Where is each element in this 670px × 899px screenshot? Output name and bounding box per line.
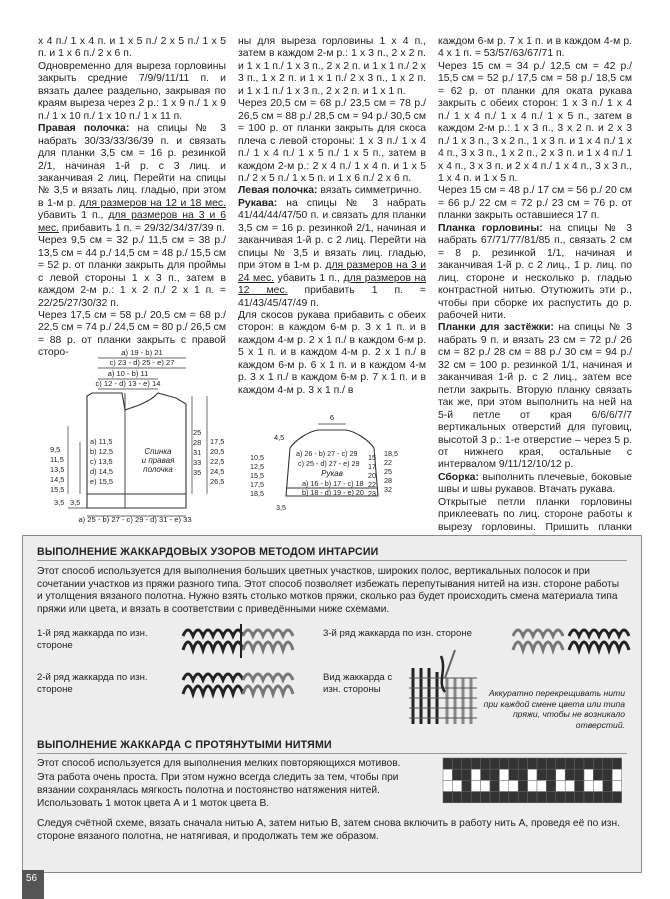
schema-label: a) 26 - b) 27 - c) 29: [296, 449, 358, 458]
chart-cell: [537, 780, 546, 791]
chart-cell: [471, 769, 480, 780]
schema-label: 17,5: [210, 437, 225, 446]
schema-label: 18,5: [250, 489, 264, 498]
schema-label: 23: [368, 489, 376, 498]
chart-cell: [481, 780, 490, 791]
chart-cell: [584, 780, 593, 791]
diagram-caption: Вид жаккарда с изн. стороны: [323, 672, 393, 695]
knit-row-2-illustration: [179, 666, 304, 704]
schema-label: 18,5: [384, 449, 398, 458]
chart-cell: [565, 758, 574, 769]
paragraph: каждом 6-м р. 7 х 1 п. и в каждом 4-м р. 4 х 1 п. = 53/57/63/67/71 п.: [438, 36, 632, 60]
chart-cell: [481, 792, 490, 803]
text-run: прибавить 1 п. = 41/43/45/47/49 п.: [238, 285, 427, 309]
schema-label: 17: [368, 462, 376, 471]
section-heading: Рукава:: [238, 197, 278, 209]
chart-cell: [546, 758, 555, 769]
chart-cell: [575, 792, 584, 803]
box-paragraph: Следуя счётной схеме, вязать сначала нитью А, затем нитью В, затем снова включить в работу нить А, проведя её по изн. стороне вязаного полотна, не натягивая, и продолжать тем же образом.: [37, 818, 620, 842]
schema-label: 15,5: [50, 485, 65, 494]
schema-label: 10,5: [250, 453, 264, 462]
chart-cell: [575, 758, 584, 769]
paragraph: [438, 223, 632, 323]
chart-cell: [499, 758, 508, 769]
chart-cell: [509, 780, 518, 791]
chart-cell: [499, 792, 508, 803]
chart-cell: [462, 769, 471, 780]
schema-label: c) 12 - d) 13 - e) 14: [95, 379, 161, 388]
paragraph: Для скосов рукава прибавить с обеих сторон: в каждом 6-м р. 3 х 1 п. и в каждом 4-м р. 2 х 1 п./ в каждом 6-м р. 5 х 1 п. и в каждом 4-м р. 2 х 1 п./ в каждом 6-м р. 6 х 1 п. и в каждом 4-м р. 3 х 1 п./ в каждом 6-м р. 7 х 1 п. и в каждом 4-м р. 3 х 1 п./ в: [238, 309, 426, 396]
underlined-run: для размеров на 12 и 18 мес.: [79, 197, 226, 209]
schema-label: a) 11,5: [90, 437, 113, 446]
schema-label: 6: [329, 413, 335, 422]
chart-cell: [556, 769, 565, 780]
paragraph: [238, 198, 426, 310]
chart-cell: [490, 769, 499, 780]
section-heading: Правая полочка:: [38, 123, 130, 135]
schema-label: 14,5: [50, 475, 65, 484]
text-column-1: [38, 36, 226, 360]
diagram-caption: 3-й ряд жаккарда по изн. стороне: [323, 628, 472, 639]
chart-cell: [528, 780, 537, 791]
schema-label: a) 10 - b) 11: [107, 369, 149, 378]
chart-cell: [490, 758, 499, 769]
chart-cell: [518, 792, 527, 803]
schema-piece-title-line: Спинка: [144, 447, 172, 456]
chart-cell: [612, 792, 621, 803]
technique-info-box: [22, 535, 642, 873]
schema-label: c) 23 - d) 25 - e) 27: [109, 358, 175, 367]
section-heading: Сборка:: [438, 471, 479, 483]
text-run: на спицы № 3 набрать 9 п. и вязать 23 см = 72 р./ 26 см = 82 р./ 28 см = 88 р./ 30 см = 94 р./ 32 см = 100 р. резинкой 1/1, начиная и заканчивая 1-й р. с 2 лиц., затем все петли закрыть. Вторую планку связать так же, при этом выполнить на ней на 5-й петле от края 6/6/6/7/7 вертикальных отверстий для пуговиц, высотой 3 р.: 1-е отверстие – через 5 р. от нижнего края, остальные с интервалом 9/11/12/10/12 р.: [438, 322, 632, 471]
paragraph: Через 15 см = 34 р./ 12,5 см = 42 р./ 15,5 см = 52 р./ 17,5 см = 58 р./ 18,5 см = 62 р. от планки для оката рукава закрыть с обеих сторон: 1 х 3 п./ 1 х 4 п./ 1 х 4 п./ 1 х 4 п./ 1 х 5 п., затем в каждом 2-м р.: 1 х 3 п., 3 х 2 п. и 2 х 3 п./ 1 х 3 п., 3 х 2 п., 1 х 3 п. и 1 х 4 п./ 1 х 4 п., 3 х 3 п., 1 х 2 п., 2 х 3 п. и 1 х 4 п./ 1 х 4 п., 3 х 3 п. и 2 х 4 п./ 1 х 4 п., 3 х 3 п., 1 х 4 п. и 1 х 5 п.: [438, 60, 632, 184]
divider: [37, 560, 627, 561]
paragraph: ны для выреза горловины 1 х 4 п., затем в каждом 2-м р.: 1 х 3 п., 2 х 2 п. и 1 х 1 п./ 1 х 3 п., 2 х 2 п. и 1 х 1 п./ 2 х 3 п., 1 х 2 п. и 1 х 1 п./ 2 х 3 п., 1 х 2 п. и 1 х 1 п./ 1 х 3 п., 2 х 2 п. и 1 х 1 п.: [238, 36, 426, 97]
paragraph: Через 20,5 см = 68 р./ 23,5 см = 78 р./ 26,5 см = 88 р./ 28,5 см = 94 р./ 30,5 см = 100 р. от планки закрыть для скоса плеча с левой стороны: 1 х 3 п./ 1 х 4 п./ 1 х 4 п./ 1 х 5 п./ 1 х 5 п., затем в каждом 2-м р.: 2 х 4 п./ 1 х 4 п. и 1 х 5 п./ 2 х 5 п./ 1 х 5 п. и 1 х 6 п./ 2 х 6 п.: [238, 98, 426, 184]
schema-label: 28: [384, 476, 392, 485]
chart-cell: [509, 769, 518, 780]
chart-cell: [452, 792, 461, 803]
chart-cell: [499, 769, 508, 780]
chart-cell: [528, 769, 537, 780]
schema-label: 15,5: [250, 471, 264, 480]
schema-label: b) 12,5: [90, 447, 114, 456]
chart-cell: [537, 769, 546, 780]
schema-label: 4,5: [274, 433, 285, 442]
text-run: убавить 1 п.,: [274, 272, 344, 284]
schema-label: b) 18 - d) 19 - e) 20: [302, 488, 364, 497]
schema-label: 32: [384, 485, 392, 494]
text-run: на спицы № 3 набрать 67/71/77/81/85 п., связать 2 см = 8 р. резинкой 1/1, начиная и заканчивая 1-й р. с 2 лиц., 1 р. лиц. по лиц. стороне и несколько р. гладью контрастной нитью. Отутюжить эти р., чтобы при сборке их распустить до р. рабочей нити.: [438, 222, 632, 321]
knit-row-3-illustration: [511, 622, 629, 660]
schema-label: 17,5: [250, 480, 264, 489]
schema-label: a) 16 - b) 17 - c) 18: [302, 479, 364, 488]
chart-cell: [509, 792, 518, 803]
schema-label: 3,5: [276, 503, 286, 512]
schema-label: a) 25 - b) 27 - c) 29 - d) 31 - e) 33: [78, 515, 192, 524]
schema-label: 35: [193, 468, 202, 477]
chart-cell: [528, 792, 537, 803]
chart-cell: [584, 792, 593, 803]
chart-cell: [471, 758, 480, 769]
schema-label: 13,5: [50, 465, 65, 474]
chart-cell: [537, 792, 546, 803]
text-run: убавить 1 п.,: [38, 210, 109, 222]
box-heading: ВЫПОЛНЕНИЕ ЖАККАРДОВЫХ УЗОРОВ МЕТОДОМ ИНТАРСИИ: [37, 546, 379, 558]
chart-cell: [593, 780, 602, 791]
schema-label: d) 14,5: [90, 467, 114, 476]
text-run: на спицы № 3 набрать 30/33/33/36/39 п. и связать для планки 3,5 см = 16 р. резинкой 2/1, начиная 1-й р. с 3 лиц. и заканчивая 2 лиц. Перейти на спицы № 3,5 и вязать лиц. гладью, при этом в 1-м р.: [38, 123, 226, 209]
chart-cell: [593, 792, 602, 803]
schema-label: 3,5: [54, 498, 65, 507]
schema-label: e) 15,5: [90, 477, 114, 486]
schema-label: 31: [193, 448, 202, 457]
text-run: выполнить плечевые, боковые швы и швы рукавов. Втачать рукава.: [438, 471, 632, 496]
chart-cell: [575, 780, 584, 791]
chart-cell: [443, 780, 452, 791]
paragraph: [438, 472, 632, 497]
chart-cell: [546, 780, 555, 791]
schema-label: 22,5: [210, 457, 225, 466]
paragraph: Открытые петли планки горловины приклеевать по лиц. стороне работы к вырезу горловины. Пришить планки: [438, 496, 632, 533]
chart-cell: [481, 758, 490, 769]
schema-label: 22: [384, 458, 392, 467]
jacquard-counting-chart: [443, 758, 623, 804]
text-column-3: [438, 36, 632, 559]
chart-cell: [462, 758, 471, 769]
section-heading: Планки для застёжки:: [438, 322, 554, 334]
sleeve-schema-diagram: [246, 410, 426, 520]
diagram-note: Аккуратно перекрещивать нити при каждой смене цвета или типа пряжи, чтобы не возникало отверстий.: [483, 688, 625, 730]
chart-cell: [518, 769, 527, 780]
chart-cell: [528, 758, 537, 769]
schema-piece-title-line: и правая: [141, 456, 175, 465]
schema-label: c) 25 - d) 27 - e) 29: [298, 459, 360, 468]
schema-label: c) 13,5: [90, 457, 113, 466]
paragraph: Через 9,5 см = 32 р./ 11,5 см = 38 р./ 13,5 см = 44 р./ 14,5 см = 48 р./ 15,5 см = 52 р. от планки закрыть для проймы с левой стороны 1 х 3 п., затем в каждом 2-м р.: 1 х 2 п./ 2 х 1 п. = 22/25/27/30/32 п.: [38, 235, 226, 309]
schema-label: 11,5: [50, 455, 64, 464]
paragraph: Одновременно для выреза горловины закрыть средние 7/9/9/11/11 п. и вязать далее раздельно, закрывая по краям выреза через 2 р.: 1 х 9 п./ 1 х 9 п./ 1 х 10 п./ 1 х 10 п./ 1 х 11 п.: [38, 60, 226, 122]
chart-cell: [443, 792, 452, 803]
chart-cell: [443, 769, 452, 780]
schema-label: 28: [193, 438, 202, 447]
chart-cell: [612, 780, 621, 791]
paragraph: Через 15 см = 48 р./ 17 см = 56 р./ 20 см = 66 р./ 22 см = 72 р./ 23 см = 76 р. от планки закрыть оставшиеся 17 п.: [438, 185, 632, 222]
chart-cell: [462, 780, 471, 791]
chart-cell: [584, 769, 593, 780]
chart-cell: [481, 769, 490, 780]
diagram-caption: 1-й ряд жаккарда по изн. стороне: [37, 628, 148, 651]
chart-cell: [603, 780, 612, 791]
body-schema-diagram: [30, 346, 230, 526]
paragraph: [38, 123, 226, 235]
schema-label: 20,5: [210, 447, 225, 456]
chart-cell: [490, 792, 499, 803]
jacquard-wrong-side-illustration: [407, 648, 483, 728]
chart-cell: [546, 769, 555, 780]
paragraph: [438, 322, 632, 471]
underlined-run: для размеров на 12 мес.: [238, 272, 426, 297]
chart-cell: [603, 758, 612, 769]
chart-cell: [593, 758, 602, 769]
chart-cell: [584, 758, 593, 769]
paragraph: х 4 п./ 1 х 4 п. и 1 х 5 п./ 2 х 5 п./ 1 х 5 п. и 1 х 6 п./ 2 х 6 п.: [38, 36, 226, 60]
divider: [37, 753, 627, 754]
chart-cell: [499, 780, 508, 791]
chart-cell: [565, 780, 574, 791]
chart-cell: [556, 758, 565, 769]
chart-cell: [471, 792, 480, 803]
chart-cell: [471, 780, 480, 791]
chart-cell: [612, 769, 621, 780]
diagram-caption: 2-й ряд жаккарда по изн. стороне: [37, 672, 148, 695]
chart-cell: [603, 769, 612, 780]
chart-cell: [575, 769, 584, 780]
schema-label: 25: [384, 467, 392, 476]
schema-label: 25: [193, 428, 202, 437]
chart-cell: [565, 769, 574, 780]
schema-piece-title-line: полочка: [143, 465, 173, 474]
page-number: 56: [26, 873, 38, 884]
section-heading: Планка горловины:: [438, 222, 543, 234]
chart-cell: [452, 780, 461, 791]
chart-cell: [490, 780, 499, 791]
schema-piece-title: Рукав: [321, 469, 343, 478]
chart-cell: [452, 769, 461, 780]
box-paragraph: Этот способ используется для выполнения мелких повторяющихся мотивов.: [37, 758, 401, 769]
chart-cell: [593, 769, 602, 780]
schema-label: 12,5: [250, 462, 264, 471]
chart-cell: [462, 792, 471, 803]
chart-cell: [443, 758, 452, 769]
box-heading: ВЫПОЛНЕНИЕ ЖАККАРДА С ПРОТЯНУТЫМИ НИТЯМИ: [37, 739, 332, 751]
schema-label: a) 19 - b) 21: [121, 348, 163, 357]
schema-label: 22: [368, 480, 376, 489]
schema-label: 3,5: [70, 498, 81, 507]
text-run: на спицы № 3 набрать 41/44/44/47/50 п. и связать для планки 3,5 см = 16 р. резинкой 2/1, начиная и заканчивая 1-й р. с 2 лиц. Перейти на спицы № 3,5 и вязать лиц. гладью, при этом в 1-м р.: [238, 197, 426, 272]
text-run: вязать симметрично.: [317, 185, 422, 197]
schema-label: 33: [193, 458, 202, 467]
knit-row-1-illustration: [179, 622, 304, 660]
chart-cell: [603, 792, 612, 803]
schema-piece-title: [142, 447, 175, 474]
schema-label: 26,5: [210, 477, 225, 486]
chart-cell: [556, 780, 565, 791]
paragraph: [238, 185, 426, 197]
schema-label: 24,5: [210, 467, 225, 476]
paragraph: Через 17,5 см = 58 р./ 20,5 см = 68 р./ 22,5 см = 74 р./ 24,5 см = 80 р./ 26,5 см = 88 р. от планки закрыть с правой сторо-: [38, 309, 226, 359]
chart-cell: [518, 758, 527, 769]
schema-label: 15: [368, 453, 376, 462]
chart-cell: [509, 758, 518, 769]
schema-label: 20: [368, 471, 376, 480]
underlined-run: для размеров на 3 и 24 мес.: [238, 260, 426, 284]
box-paragraph: Использовать 1 моток цвета А и 1 моток цвета В.: [37, 798, 270, 809]
box-paragraph: Этот способ используется для выполнения больших цветных участков, широких полос, вертикальных полосок и при сочетании участков из пряжи разного типа. Этот способ позволяет избежать перепутывания нитей на изн. стороне работы и утолщения вязаного полотна. Нужно взять столько мотков пряжи, сколько раз будет происходить смена материала типа пряжи или цвета, и вязать в соответствии с приведёнными ниже схемами.: [37, 566, 620, 615]
text-column-2: [238, 36, 426, 397]
chart-cell: [565, 792, 574, 803]
chart-cell: [546, 792, 555, 803]
chart-cell: [612, 758, 621, 769]
text-run: прибавить 1 п. = 29/32/34/37/39 п.: [59, 222, 225, 234]
chart-cell: [518, 780, 527, 791]
chart-cell: [452, 758, 461, 769]
underlined-run: для размеров на 3 и 6 мес.: [38, 210, 226, 234]
chart-cell: [556, 792, 565, 803]
section-heading: Левая полочка:: [238, 185, 318, 197]
chart-cell: [537, 758, 546, 769]
schema-label: 9,5: [50, 445, 61, 454]
box-paragraph: Эта работа очень проста. При этом нужно всегда следить за тем, чтобы при вязании сохранялась мягкость полотна и постоянство натяжения нитей.: [37, 772, 399, 796]
